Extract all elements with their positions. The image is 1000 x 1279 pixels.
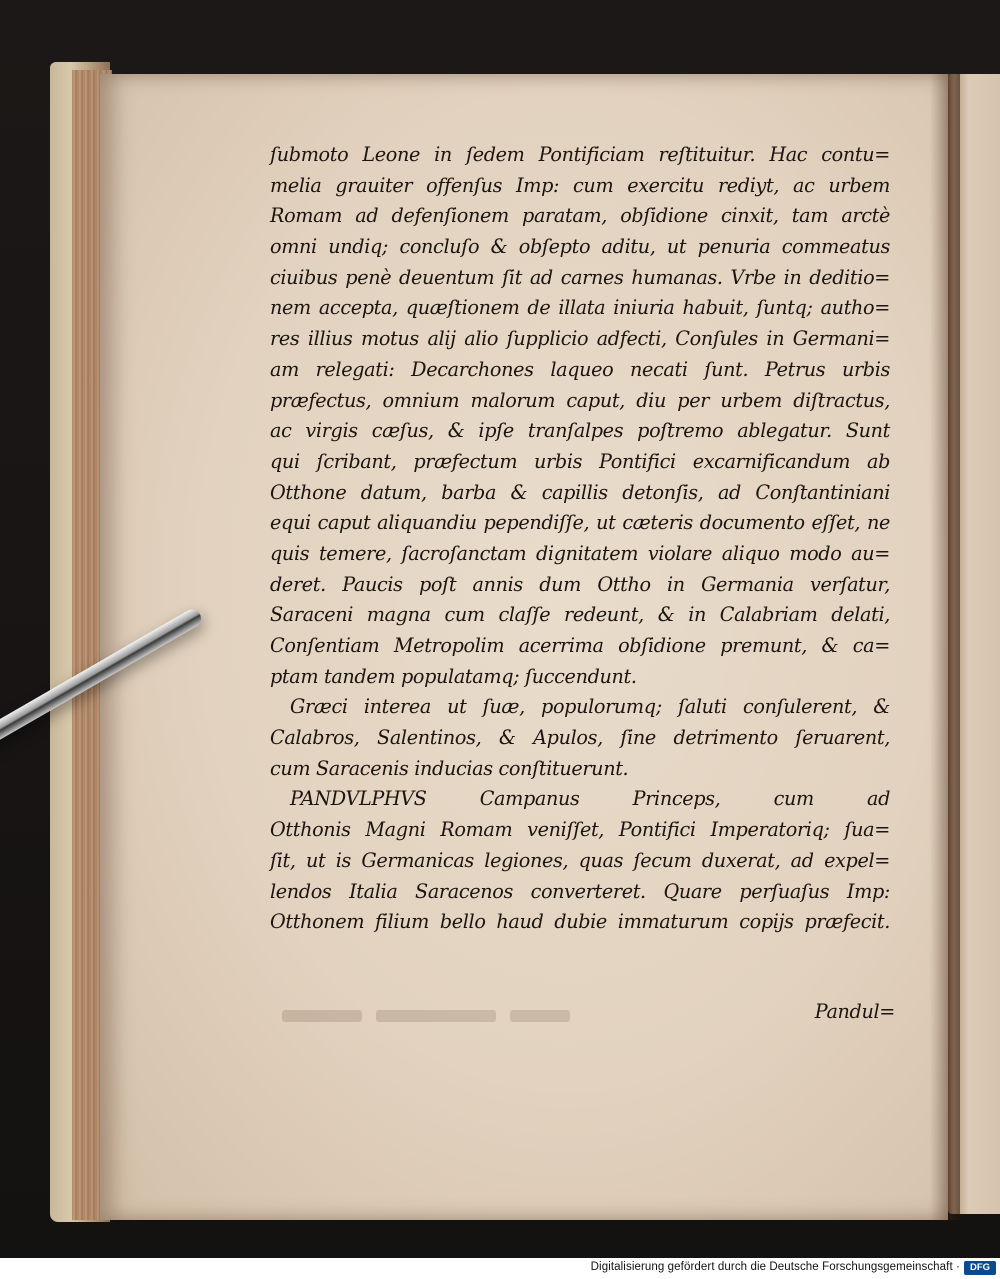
text-line: Conſentiam Metropolim acerrima obſidione premunt, & ca= [270,634,890,657]
show-through-mark [510,1010,570,1022]
text-line: præfectus, omnium malorum caput, diu per urbem diſtractus, [270,388,890,412]
catchword: Pandul= [814,1000,895,1023]
text-line: Romam ad defenſionem paratam, obſidione cinxit, tam arctè [270,204,890,228]
show-through-text [282,1003,642,1029]
text-line: equi caput aliquandiu pependiſſe, ut cæteris documento eſſet, ne [270,511,890,535]
text-line: Saraceni magna cum claſſe redeunt, & in Calabriam delati, [270,603,890,627]
text-line: cum Saracenis inducias conſtituerunt. [270,756,629,780]
page-text [270,140,890,938]
show-through-mark [282,1010,362,1022]
text-line: PANDVLPHVS Campanus Princeps, cum ad [290,787,890,811]
text-line: lendos Italia Saracenos converteret. Quare perſuaſus Imp: [270,879,890,903]
text-line: Otthonem filium bello haud dubie immaturum copijs præfecit. [270,910,890,934]
text-line: ptam tandem populatamq; ſuccendunt. [270,664,637,688]
text-line: res illius motus alij alio ſupplicio adfecti, Conſules in Germani= [270,327,890,351]
text-line: deret. Paucis poſt annis dum Ottho in Germania verſatur, [270,572,890,596]
text-line: am relegati: Decarchones laqueo necati ſunt. Petrus urbis [270,357,890,381]
dfg-logo: DFG [964,1261,996,1275]
text-line: Otthonis Magni Romam veniſſet, Pontifici Imperatoriq; ſua= [270,818,890,842]
text-line: Græci interea ut ſuæ, populorumq; ſaluti conſulerent, & [290,695,890,719]
text-line: ſit, ut is Germanicas legiones, quas ſecum duxerat, ad expel= [270,848,890,872]
text-line: ſubmoto Leone in ſedem Pontificiam reſtituitur. Hac contu= [270,143,890,166]
text-line: quis temere, ſacroſanctam dignitatem violare aliquo modo au= [270,541,890,565]
text-line: melia grauiter offenſus Imp: cum exercitu rediyt, ac urbem [270,173,890,197]
text-line: nem accepta, quæſtionem de illata iniuria habuit, ſuntq; autho= [270,296,890,320]
text-line: ciuibus penè deuentum ſit ad carnes humanas. Vrbe in deditio= [270,265,890,289]
funding-credit: Digitalisierung gefördert durch die Deutsche Forschungsgemeinschaft · [590,1261,960,1273]
text-line: Otthone datum, barba & capillis detonſis, ad Conſtantiniani [270,480,890,504]
text-line: Calabros, Salentinos, & Apulos, ſine detrimento ſeruarent, [270,726,890,750]
text-line: ac virgis cæſus, & ipſe tranſalpes poſtremo ablegatur. Sunt [270,419,890,443]
show-through-mark [376,1010,496,1022]
gutter-shadow [930,74,960,1220]
text-line: omni undiq; concluſo & obſepto aditu, ut penuria commeatus [270,235,890,259]
text-line: qui ſcribant, præfectum urbis Pontifici excarnificandum ab [270,449,890,473]
